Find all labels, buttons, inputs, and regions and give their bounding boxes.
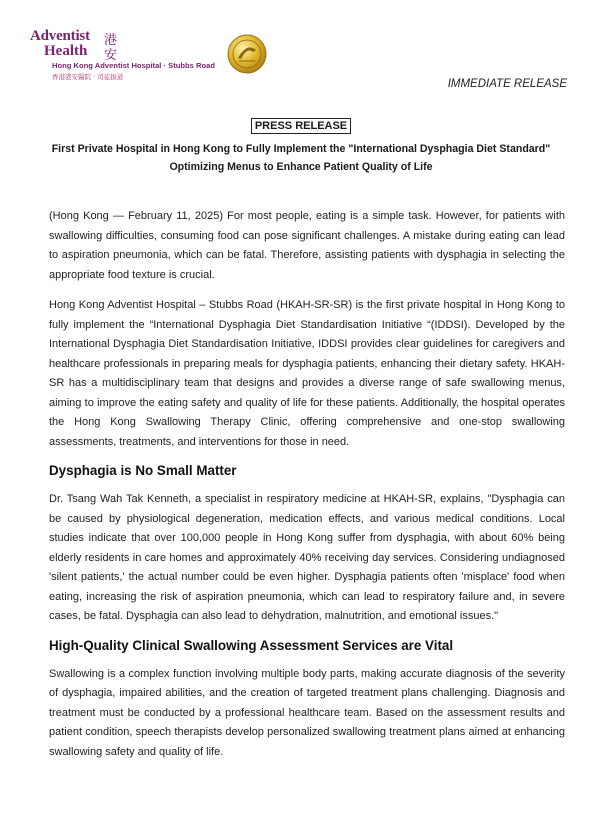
- accreditation-seal-icon: [227, 34, 267, 74]
- title-block: [0, 116, 602, 176]
- headline-line-1: First Private Hospital in Hong Kong to Fully Implement the "International Dysphagia Diet Standard": [51, 143, 551, 155]
- paragraph-swallowing: Swallowing is a complex function involving multiple body parts, making accurate diagnosis of the severity of dysphagia, impaired abilities, and the creation of targeted treatment plans challenging. Diagnosis and treatment must be conducted by a professional healthcare team. Based on the assessment results and patient condition, speech therapists develop personalized swallowing treatment plans aimed at enhancing swallowing safety and quality of life.: [49, 667, 565, 758]
- logo-cjk-char-2: 安: [104, 48, 118, 63]
- headline-line-2: Optimizing Menus to Enhance Patient Quality of Life: [169, 161, 433, 173]
- section-heading-dysphagia: Dysphagia is No Small Matter: [49, 463, 237, 478]
- immediate-release-label: IMMEDIATE RELEASE: [447, 78, 567, 90]
- section-heading-assessment: High-Quality Clinical Swallowing Assessment Services are Vital: [49, 637, 454, 653]
- paragraph-intro: (Hong Kong — February 11, 2025) For most people, eating is a simple task. However, for patients with swallowing difficulties, consuming food can pose significant challenges. A mistake during eating can lead to aspiration pneumonia, which can be fatal. Therefore, assisting patients with dysphagia in selecting the appropriate food texture is crucial.: [49, 210, 565, 281]
- logo-hospital-name-chinese: 香港港安醫院 · 司徒拔道: [52, 73, 124, 81]
- press-release-label: PRESS RELEASE: [251, 118, 351, 134]
- logo-wordmark-health: Health: [44, 43, 88, 59]
- paragraph-iddsi: Hong Kong Adventist Hospital – Stubbs Road (HKAH-SR-SR) is the first private hospital in Hong Kong to fully implement the “International Dysphagia Diet Standardisation Initiative “(IDDSI). Developed by the International Dysphagia Diet Standardisation Initiative, IDDSI provides clear guidelines for caregivers and healthcare professionals in preparing meals for dysphagia patients, enhancing their dietary safety. HKAH-SR has a multidisciplinary team that designs and provides a diverse range of safe swallowing menus, aiming to improve the eating safety and quality of life for these patients. Additionally, the hospital operates the Hong Kong Swallowing Therapy Clinic, offering comprehensive and one-stop swallowing assessments, treatments, and interventions for those in need.: [49, 299, 565, 448]
- logo-wordmark-adventist: Adventist: [30, 28, 90, 44]
- logo-hospital-name: Hong Kong Adventist Hospital · Stubbs Road: [52, 61, 215, 70]
- adventist-health-logo: [30, 28, 230, 84]
- logo-cjk-char-1: 港: [104, 33, 118, 48]
- article-body: [49, 207, 565, 773]
- paragraph-doctor-quote: Dr. Tsang Wah Tak Kenneth, a specialist in respiratory medicine at HKAH-SR, explains, "Dysphagia can be caused by physiological degeneration, medication effects, and various medical conditions. Local studies indicate that over 100,000 people in Hong Kong suffer from dysphagia, with about 60% being elderly residents in care homes and approximately 40% receiving day services. Considering undiagnosed 'silent patients,' the actual number could be even higher. Dysphagia patients often 'misplace' food when eating, increasing the risk of aspiration pneumonia, which can lead to respiratory failure and, in severe cases, be fatal. Dysphagia can also lead to dehydration, malnutrition, and emotional issues.": [49, 493, 565, 622]
- letterhead: [30, 28, 575, 98]
